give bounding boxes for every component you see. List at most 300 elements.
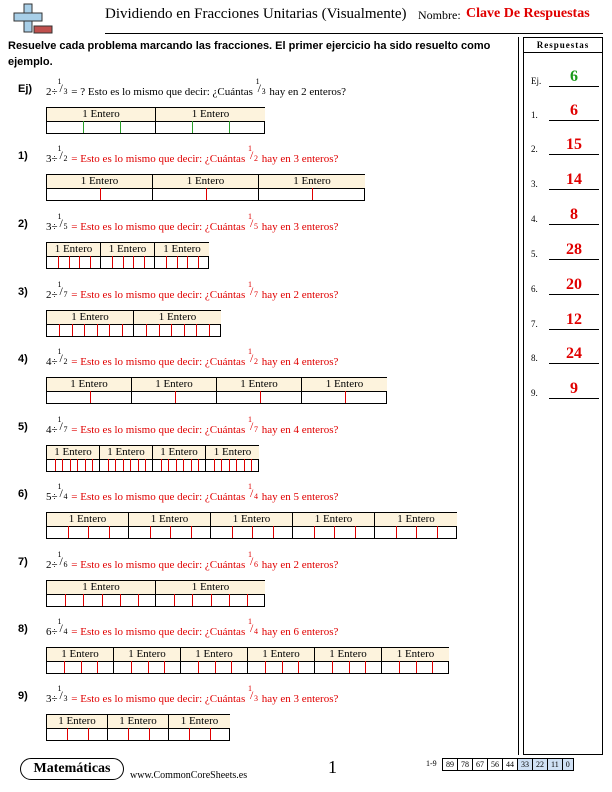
fraction-tick <box>298 661 299 673</box>
question-number: 2) <box>18 218 28 230</box>
fraction-tick <box>166 256 167 268</box>
fraction-tick <box>229 121 230 133</box>
whole-segment <box>259 175 365 200</box>
fraction-tick <box>83 594 84 606</box>
footer-url: www.CommonCoreSheets.es <box>130 770 248 781</box>
header-rule <box>105 33 603 34</box>
fraction-tick <box>229 459 230 471</box>
question-tail: hay en 6 enteros? <box>258 626 339 638</box>
whole-label: 1 Entero <box>259 175 365 189</box>
fraction-denominator: 4 <box>63 627 68 636</box>
whole-segment <box>375 513 457 538</box>
question-tail: hay en 3 enteros? <box>258 221 339 233</box>
unit-fraction <box>57 77 69 97</box>
fraction-tick <box>210 728 211 740</box>
unit-fraction <box>57 415 69 435</box>
fraction-tick <box>314 526 315 538</box>
answer-value: 6 <box>570 102 578 119</box>
division-expression <box>46 482 69 503</box>
fraction-bar <box>46 647 449 674</box>
fraction-tick <box>265 661 266 673</box>
whole-segment <box>47 648 114 673</box>
whole-segment <box>153 446 206 471</box>
fraction-tick <box>64 661 65 673</box>
whole-label: 1 Entero <box>47 108 155 122</box>
whole-label: 1 Entero <box>293 513 374 527</box>
fraction-tick <box>65 594 66 606</box>
question-lead: = Esto es lo mismo que decir: ¿Cuántas <box>68 356 248 368</box>
answer-label: 4. <box>531 214 538 224</box>
fraction-slash: / <box>249 419 254 433</box>
score-cell: 11 <box>548 759 563 771</box>
logo-icon <box>10 2 54 36</box>
fraction-slash: / <box>59 554 63 568</box>
fraction-denominator: 7 <box>63 290 68 299</box>
unit-fraction <box>247 347 259 367</box>
question-lead: = Esto es lo mismo que decir: ¿Cuántas <box>68 424 248 436</box>
division-expression <box>46 212 69 233</box>
whole-label: 1 Entero <box>156 108 265 122</box>
fraction-numerator: 1 <box>57 144 62 153</box>
fraction-numerator: 1 <box>247 482 252 491</box>
answer-line <box>549 86 599 87</box>
whole-segment <box>153 175 259 200</box>
whole-segment <box>47 108 156 133</box>
whole-segment <box>382 648 449 673</box>
fraction-bar <box>46 512 457 539</box>
fraction-tick <box>83 121 84 133</box>
fraction-slash: / <box>249 688 254 702</box>
fraction-bar <box>46 242 209 269</box>
fraction-tick <box>88 526 89 538</box>
fraction-tick <box>84 324 85 336</box>
whole-segment <box>129 513 211 538</box>
whole-segment <box>108 715 169 740</box>
dividend: 2 <box>46 86 52 98</box>
fraction-denominator: 4 <box>253 492 258 501</box>
whole-label: 1 Entero <box>101 243 154 257</box>
answer-line <box>549 154 599 155</box>
page-number: 1 <box>328 757 337 777</box>
answer-line <box>549 294 599 295</box>
fraction-denominator: 3 <box>261 87 266 96</box>
fraction-numerator: 1 <box>57 482 62 491</box>
division-expression <box>46 280 69 301</box>
name-label: Nombre: <box>418 8 461 22</box>
division-sign: ÷ <box>51 491 58 503</box>
unit-fraction <box>57 617 69 637</box>
whole-segment <box>100 446 153 471</box>
fraction-tick <box>192 121 193 133</box>
division-sign: ÷ <box>51 221 58 233</box>
fraction-tick <box>187 256 188 268</box>
unit-fraction <box>57 212 69 232</box>
answer-line <box>549 224 599 225</box>
question-text <box>46 280 339 301</box>
fraction-numerator: 1 <box>57 347 62 356</box>
answer-value: 28 <box>566 241 582 258</box>
answer-label: 9. <box>531 388 538 398</box>
question-number: 6) <box>18 488 28 500</box>
fraction-tick <box>214 459 215 471</box>
fraction-tick <box>231 661 232 673</box>
unit-fraction <box>247 415 259 435</box>
fraction-slash: / <box>249 284 254 298</box>
division-sign: ÷ <box>51 626 58 638</box>
question-text <box>46 684 339 705</box>
fraction-tick <box>102 594 103 606</box>
fraction-numerator: 1 <box>247 280 252 289</box>
answer-line <box>549 329 599 330</box>
fraction-slash: / <box>257 81 261 95</box>
fraction-tick <box>168 459 169 471</box>
question-tail: hay en 2 enteros? <box>258 559 339 571</box>
question-number: 9) <box>18 690 28 702</box>
fraction-tick <box>273 526 274 538</box>
unit-fraction <box>247 617 259 637</box>
fraction-tick <box>189 728 190 740</box>
fraction-tick <box>260 391 261 403</box>
fraction-bar <box>46 580 265 607</box>
fraction-tick <box>198 661 199 673</box>
fraction-tick <box>62 459 63 471</box>
answer-label: 3. <box>531 179 538 189</box>
unit-fraction <box>247 550 259 570</box>
dividend: 4 <box>46 424 52 436</box>
question-tail: hay en 2 enteros? <box>266 86 347 98</box>
fraction-tick <box>221 459 222 471</box>
fraction-bar <box>46 310 221 337</box>
fraction-numerator: 1 <box>247 212 252 221</box>
whole-segment <box>155 243 209 268</box>
question-number: Ej) <box>18 83 33 95</box>
fraction-numerator: 1 <box>57 280 62 289</box>
answer-value: 14 <box>566 171 582 188</box>
whole-label: 1 Entero <box>132 378 216 392</box>
score-range: 1-9 <box>426 759 437 768</box>
score-cell: 44 <box>503 759 518 771</box>
division-sign: ÷ <box>51 559 58 571</box>
whole-segment <box>315 648 382 673</box>
whole-label: 1 Entero <box>47 311 133 325</box>
question-lead: = Esto es lo mismo que decir: ¿Cuántas <box>68 693 248 705</box>
fraction-tick <box>161 459 162 471</box>
fraction-tick <box>215 661 216 673</box>
fraction-numerator: 1 <box>57 415 62 424</box>
fraction-tick <box>130 459 131 471</box>
question-text <box>46 212 339 233</box>
fraction-tick <box>365 661 366 673</box>
fraction-tick <box>146 324 147 336</box>
question-number: 1) <box>18 150 28 162</box>
fraction-numerator: 1 <box>247 347 252 356</box>
fraction-tick <box>58 256 59 268</box>
fraction-tick <box>196 324 197 336</box>
fraction-bar <box>46 377 387 404</box>
whole-label: 1 Entero <box>248 648 314 662</box>
fraction-denominator: 6 <box>253 560 258 569</box>
whole-label: 1 Entero <box>47 715 107 729</box>
fraction-tick <box>399 661 400 673</box>
question-lead: = ? Esto es lo mismo que decir: ¿Cuántas <box>68 86 256 98</box>
fraction-denominator: 5 <box>63 222 68 231</box>
fraction-tick <box>90 391 91 403</box>
answer-line <box>549 259 599 260</box>
score-cell: 89 <box>443 759 458 771</box>
whole-segment <box>47 175 153 200</box>
fraction-numerator: 1 <box>57 77 62 86</box>
fraction-numerator: 1 <box>247 684 252 693</box>
fraction-tick <box>247 594 248 606</box>
fraction-tick <box>81 661 82 673</box>
fraction-tick <box>123 459 124 471</box>
fraction-tick <box>183 459 184 471</box>
whole-label: 1 Entero <box>211 513 292 527</box>
fraction-denominator: 3 <box>253 694 258 703</box>
whole-label: 1 Entero <box>47 648 113 662</box>
question-lead: = Esto es lo mismo que decir: ¿Cuántas <box>68 559 248 571</box>
dividend: 5 <box>46 491 52 503</box>
dividend: 2 <box>46 559 52 571</box>
whole-label: 1 Entero <box>206 446 259 460</box>
fraction-tick <box>252 526 253 538</box>
question-number: 4) <box>18 353 28 365</box>
whole-segment <box>114 648 181 673</box>
unit-fraction <box>247 684 259 704</box>
whole-segment <box>132 378 217 403</box>
division-sign: ÷ <box>51 356 58 368</box>
whole-label: 1 Entero <box>155 243 209 257</box>
division-sign: ÷ <box>51 153 58 165</box>
fraction-slash: / <box>59 688 63 702</box>
page-title: Dividiendo en Fracciones Unitarias (Visualmente) <box>105 6 407 22</box>
division-sign: ÷ <box>51 424 58 436</box>
fraction-tick <box>229 594 230 606</box>
fraction-tick <box>192 594 193 606</box>
whole-label: 1 Entero <box>156 581 265 595</box>
question-text <box>46 550 339 571</box>
answer-line <box>549 120 599 121</box>
unit-fraction <box>247 482 259 502</box>
fraction-tick <box>159 324 160 336</box>
question-lead: = Esto es lo mismo que decir: ¿Cuántas <box>68 221 248 233</box>
fraction-denominator: 3 <box>63 87 68 96</box>
fraction-tick <box>432 661 433 673</box>
fraction-tick <box>244 459 245 471</box>
answer-value: 6 <box>570 68 578 85</box>
fraction-tick <box>198 256 199 268</box>
fraction-tick <box>55 459 56 471</box>
fraction-slash: / <box>249 554 254 568</box>
fraction-tick <box>120 121 121 133</box>
dividend: 3 <box>46 693 52 705</box>
fraction-tick <box>100 188 101 200</box>
fraction-denominator: 2 <box>63 357 68 366</box>
fraction-slash: / <box>59 621 63 635</box>
divider-line <box>518 37 519 755</box>
fraction-tick <box>122 324 123 336</box>
fraction-numerator: 1 <box>57 550 62 559</box>
question-number: 8) <box>18 623 28 635</box>
whole-segment <box>47 715 108 740</box>
question-lead: = Esto es lo mismo que decir: ¿Cuántas <box>68 289 248 301</box>
division-expression <box>46 415 69 436</box>
dividend: 6 <box>46 626 52 638</box>
whole-label: 1 Entero <box>47 581 155 595</box>
fraction-tick <box>145 459 146 471</box>
question-text <box>46 347 339 368</box>
fraction-tick <box>68 526 69 538</box>
fraction-slash: / <box>59 216 63 230</box>
question-text <box>46 77 347 98</box>
fraction-tick <box>72 324 73 336</box>
whole-label: 1 Entero <box>47 243 100 257</box>
whole-segment <box>302 378 387 403</box>
answer-line <box>549 398 599 399</box>
question-tail: hay en 2 enteros? <box>258 289 339 301</box>
whole-label: 1 Entero <box>382 648 449 662</box>
instructions: Resuelve cada problema marcando las fracciones. El primer ejercicio ha sido resuelto como ejemplo. <box>8 40 491 68</box>
footer-brand: Matemáticas <box>20 758 124 780</box>
fraction-tick <box>170 526 171 538</box>
fraction-tick <box>109 526 110 538</box>
question-tail: hay en 3 enteros? <box>258 693 339 705</box>
division-expression <box>46 144 69 165</box>
whole-label: 1 Entero <box>47 175 152 189</box>
fraction-tick <box>133 256 134 268</box>
fraction-slash: / <box>59 419 63 433</box>
fraction-tick <box>349 661 350 673</box>
fraction-denominator: 2 <box>253 357 258 366</box>
unit-fraction <box>247 280 259 300</box>
whole-label: 1 Entero <box>153 175 258 189</box>
unit-fraction <box>57 347 69 367</box>
whole-label: 1 Entero <box>217 378 301 392</box>
answer-label: 5. <box>531 249 538 259</box>
answer-value: 20 <box>566 276 582 293</box>
fraction-tick <box>131 661 132 673</box>
whole-label: 1 Entero <box>302 378 387 392</box>
fraction-tick <box>108 459 109 471</box>
answers-header: Respuestas <box>523 37 603 53</box>
fraction-tick <box>77 459 78 471</box>
whole-label: 1 Entero <box>47 378 131 392</box>
fraction-tick <box>176 459 177 471</box>
whole-label: 1 Entero <box>134 311 221 325</box>
fraction-tick <box>175 391 176 403</box>
fraction-tick <box>184 324 185 336</box>
fraction-numerator: 1 <box>57 617 62 626</box>
question-lead: = Esto es lo mismo que decir: ¿Cuántas <box>68 153 248 165</box>
fraction-denominator: 2 <box>253 154 258 163</box>
fraction-tick <box>164 661 165 673</box>
fraction-numerator: 1 <box>247 617 252 626</box>
answer-label: 7. <box>531 319 538 329</box>
division-expression <box>46 684 69 705</box>
answer-value: 9 <box>570 380 578 397</box>
fraction-tick <box>150 526 151 538</box>
fraction-tick <box>115 459 116 471</box>
whole-label: 1 Entero <box>315 648 381 662</box>
score-cell: 67 <box>473 759 488 771</box>
whole-segment <box>293 513 375 538</box>
fraction-tick <box>334 526 335 538</box>
whole-label: 1 Entero <box>129 513 210 527</box>
fraction-slash: / <box>249 216 254 230</box>
fraction-tick <box>128 728 129 740</box>
division-expression <box>46 77 69 98</box>
answer-value: 24 <box>566 345 582 362</box>
whole-label: 1 Entero <box>153 446 205 460</box>
fraction-tick <box>120 594 121 606</box>
score-table <box>442 758 574 771</box>
score-cell: 78 <box>458 759 473 771</box>
unit-fraction <box>57 684 69 704</box>
name-value: Clave De Respuestas <box>466 6 590 21</box>
whole-segment <box>47 446 100 471</box>
whole-label: 1 Entero <box>47 513 128 527</box>
fraction-tick <box>171 324 172 336</box>
fraction-denominator: 7 <box>63 425 68 434</box>
fraction-tick <box>88 728 89 740</box>
fraction-denominator: 3 <box>63 694 68 703</box>
fraction-numerator: 1 <box>247 144 252 153</box>
dividend: 3 <box>46 153 52 165</box>
question-tail: hay en 3 enteros? <box>258 153 339 165</box>
fraction-slash: / <box>59 351 63 365</box>
question-number: 5) <box>18 421 28 433</box>
fraction-tick <box>112 256 113 268</box>
fraction-tick <box>282 661 283 673</box>
fraction-numerator: 1 <box>57 212 62 221</box>
whole-label: 1 Entero <box>47 446 99 460</box>
fraction-tick <box>67 728 68 740</box>
fraction-tick <box>251 459 252 471</box>
fraction-slash: / <box>59 486 63 500</box>
fraction-tick <box>355 526 356 538</box>
whole-segment <box>169 715 230 740</box>
fraction-denominator: 4 <box>63 492 68 501</box>
division-sign: ÷ <box>51 693 58 705</box>
fraction-bar <box>46 174 365 201</box>
fraction-denominator: 4 <box>253 627 258 636</box>
question-tail: hay en 4 enteros? <box>258 424 339 436</box>
whole-segment <box>101 243 155 268</box>
fraction-numerator: 1 <box>255 77 260 86</box>
fraction-bar <box>46 445 259 472</box>
fraction-tick <box>198 459 199 471</box>
whole-label: 1 Entero <box>181 648 247 662</box>
unit-fraction <box>57 550 69 570</box>
fraction-tick <box>90 256 91 268</box>
answer-label: 2. <box>531 144 538 154</box>
fraction-tick <box>79 256 80 268</box>
whole-label: 1 Entero <box>108 715 168 729</box>
fraction-slash: / <box>59 148 63 162</box>
fraction-tick <box>97 661 98 673</box>
fraction-denominator: 2 <box>63 154 68 163</box>
fraction-tick <box>312 188 313 200</box>
whole-segment <box>134 311 221 336</box>
score-cell: 0 <box>562 759 573 771</box>
unit-fraction <box>57 280 69 300</box>
score-cell: 56 <box>488 759 503 771</box>
answer-label: 6. <box>531 284 538 294</box>
score-cell: 33 <box>518 759 533 771</box>
whole-segment <box>181 648 248 673</box>
fraction-tick <box>232 526 233 538</box>
fraction-tick <box>191 526 192 538</box>
